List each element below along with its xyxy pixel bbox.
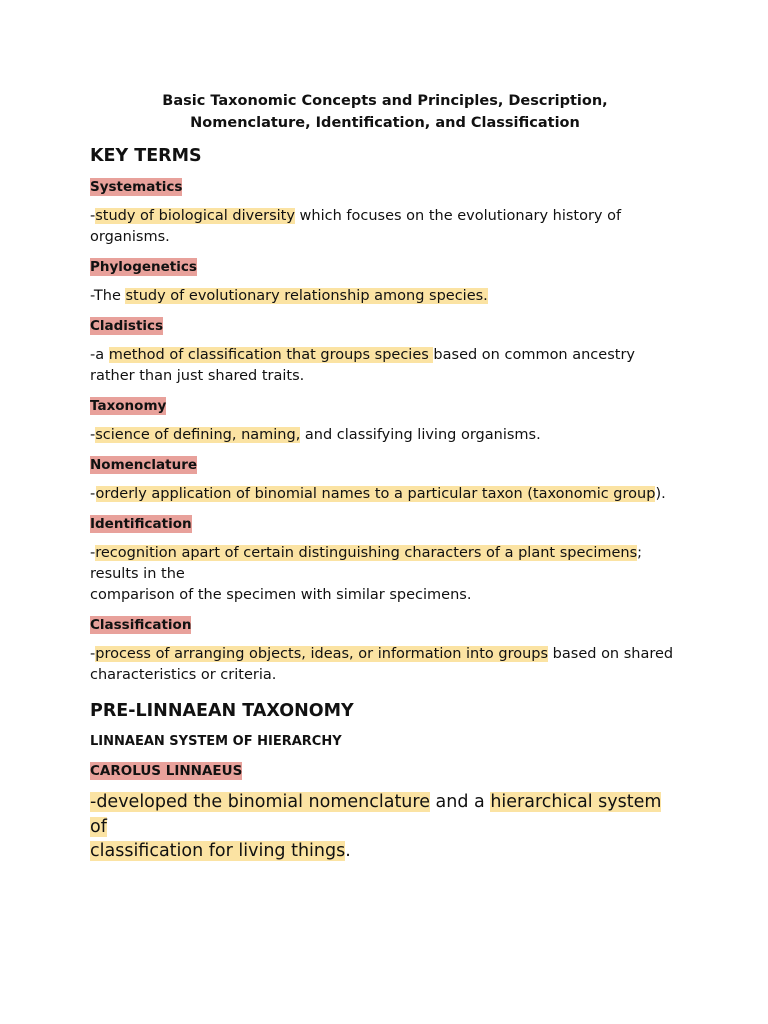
highlighted-text: recognition apart of certain distinguishing characters of a plant specimens xyxy=(95,545,638,561)
definition-text: which focuses on the evolutionary history of organisms. xyxy=(90,208,622,245)
document-title xyxy=(90,90,680,134)
definition-text: - xyxy=(90,427,96,443)
definition-nomenclature xyxy=(90,484,680,505)
linnaean-subheading: LINNAEAN SYSTEM OF HIERARCHY xyxy=(90,734,342,749)
definition-text: -a xyxy=(90,347,109,363)
definition-text: and a xyxy=(429,792,491,812)
key-terms-heading: KEY TERMS xyxy=(90,146,202,166)
definition-text: - xyxy=(90,646,96,662)
term-label: Classification xyxy=(90,617,192,633)
pre-linnaean-heading: PRE-LINNAEAN TAXONOMY xyxy=(90,701,354,721)
definition-text: -The xyxy=(90,288,126,304)
key-terms-list xyxy=(90,177,680,686)
definition-cladistics xyxy=(90,345,680,387)
term-label: Cladistics xyxy=(90,318,164,334)
highlighted-text: hierarchical system of xyxy=(90,792,662,837)
term-label: Taxonomy xyxy=(90,398,167,414)
term-systematics xyxy=(90,177,680,197)
term-nomenclature xyxy=(90,455,680,475)
definition-classification xyxy=(90,644,680,686)
title-line-2: Nomenclature, Identification, and Classification xyxy=(190,115,580,131)
highlighted-text: orderly application of binomial names to a particular taxon (taxonomic group xyxy=(95,486,656,502)
highlighted-text: process of arranging objects, ideas, or information into groups xyxy=(95,646,549,662)
definition-text: - xyxy=(90,486,96,502)
definition-text: - xyxy=(90,545,96,561)
term-label: CAROLUS LINNAEUS xyxy=(90,763,243,779)
carolus-definition xyxy=(90,790,680,864)
term-taxonomy xyxy=(90,396,680,416)
term-label: Nomenclature xyxy=(90,457,198,473)
definition-text: ; results in the xyxy=(90,545,643,582)
definition-text: based on common ancestry rather than just shared traits. xyxy=(90,347,635,384)
term-identification xyxy=(90,514,680,534)
highlighted-text: study of biological diversity xyxy=(95,208,295,224)
definition-identification xyxy=(90,543,680,606)
term-label: Phylogenetics xyxy=(90,259,197,275)
term-carolus-linnaeus xyxy=(90,761,680,781)
definition-systematics xyxy=(90,206,680,248)
definition-text: ). xyxy=(655,486,666,502)
document-page xyxy=(90,90,680,873)
term-classification xyxy=(90,615,680,635)
definition-text: based on shared characteristics or criteria. xyxy=(90,646,674,683)
term-cladistics xyxy=(90,316,680,336)
highlighted-text: science of defining, naming, xyxy=(95,427,301,443)
term-label: Identification xyxy=(90,516,192,532)
definition-phylogenetics xyxy=(90,286,680,307)
definition-taxonomy xyxy=(90,425,680,446)
highlighted-text: classification for living things xyxy=(90,841,346,861)
highlighted-text: study of evolutionary relationship among species. xyxy=(125,288,488,304)
definition-text: comparison of the specimen with similar specimens. xyxy=(90,587,472,603)
definition-text: - xyxy=(90,208,96,224)
term-phylogenetics xyxy=(90,257,680,277)
definition-text: . xyxy=(345,841,351,861)
highlighted-text: -developed the binomial nomenclature xyxy=(90,792,430,812)
term-label: Systematics xyxy=(90,179,183,195)
definition-text: and classifying living organisms. xyxy=(300,427,541,443)
highlighted-text: method of classification that groups species xyxy=(108,347,434,363)
title-line-1: Basic Taxonomic Concepts and Principles, Description, xyxy=(162,93,608,109)
